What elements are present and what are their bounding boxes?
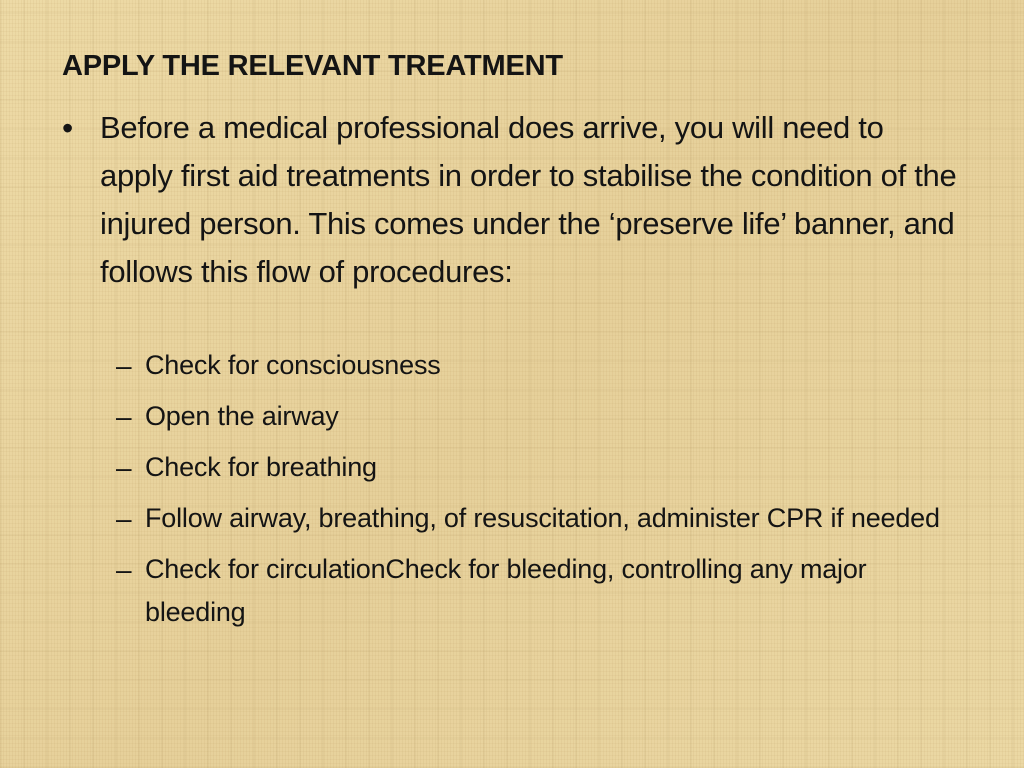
- dash-icon: –: [116, 503, 132, 534]
- sub-bullet-text: Check for consciousness: [145, 350, 441, 380]
- sub-bullet-item: [116, 497, 956, 540]
- sub-bullet-text: Check for breathing: [145, 452, 377, 482]
- main-bullet-row: [62, 104, 962, 296]
- sub-bullet-text: Check for circulationCheck for bleeding, controlling any major bleeding: [145, 554, 867, 627]
- main-bullet: [62, 104, 962, 296]
- sub-bullet-text: Open the airway: [145, 401, 339, 431]
- sub-bullet-item: [116, 344, 956, 387]
- main-bullet-text: Before a medical professional does arrive, you will need to apply first aid treatments in order to stabilise the condition of the injured person. This comes under the ‘preserve life’ banner, and follows this flow of procedures:: [100, 110, 957, 289]
- slide-title: APPLY THE RELEVANT TREATMENT: [62, 50, 563, 82]
- dash-icon: –: [116, 350, 132, 381]
- sub-bullet-item: [116, 548, 956, 634]
- dash-icon: –: [116, 554, 132, 585]
- sub-bullet-list: [116, 344, 956, 642]
- sub-bullet-item: [116, 395, 956, 438]
- sub-bullet-item: [116, 446, 956, 489]
- dash-icon: –: [116, 401, 132, 432]
- bullet-dot-icon: •: [62, 110, 74, 146]
- dash-icon: –: [116, 452, 132, 483]
- sub-bullet-text: Follow airway, breathing, of resuscitation, administer CPR if needed: [145, 503, 940, 533]
